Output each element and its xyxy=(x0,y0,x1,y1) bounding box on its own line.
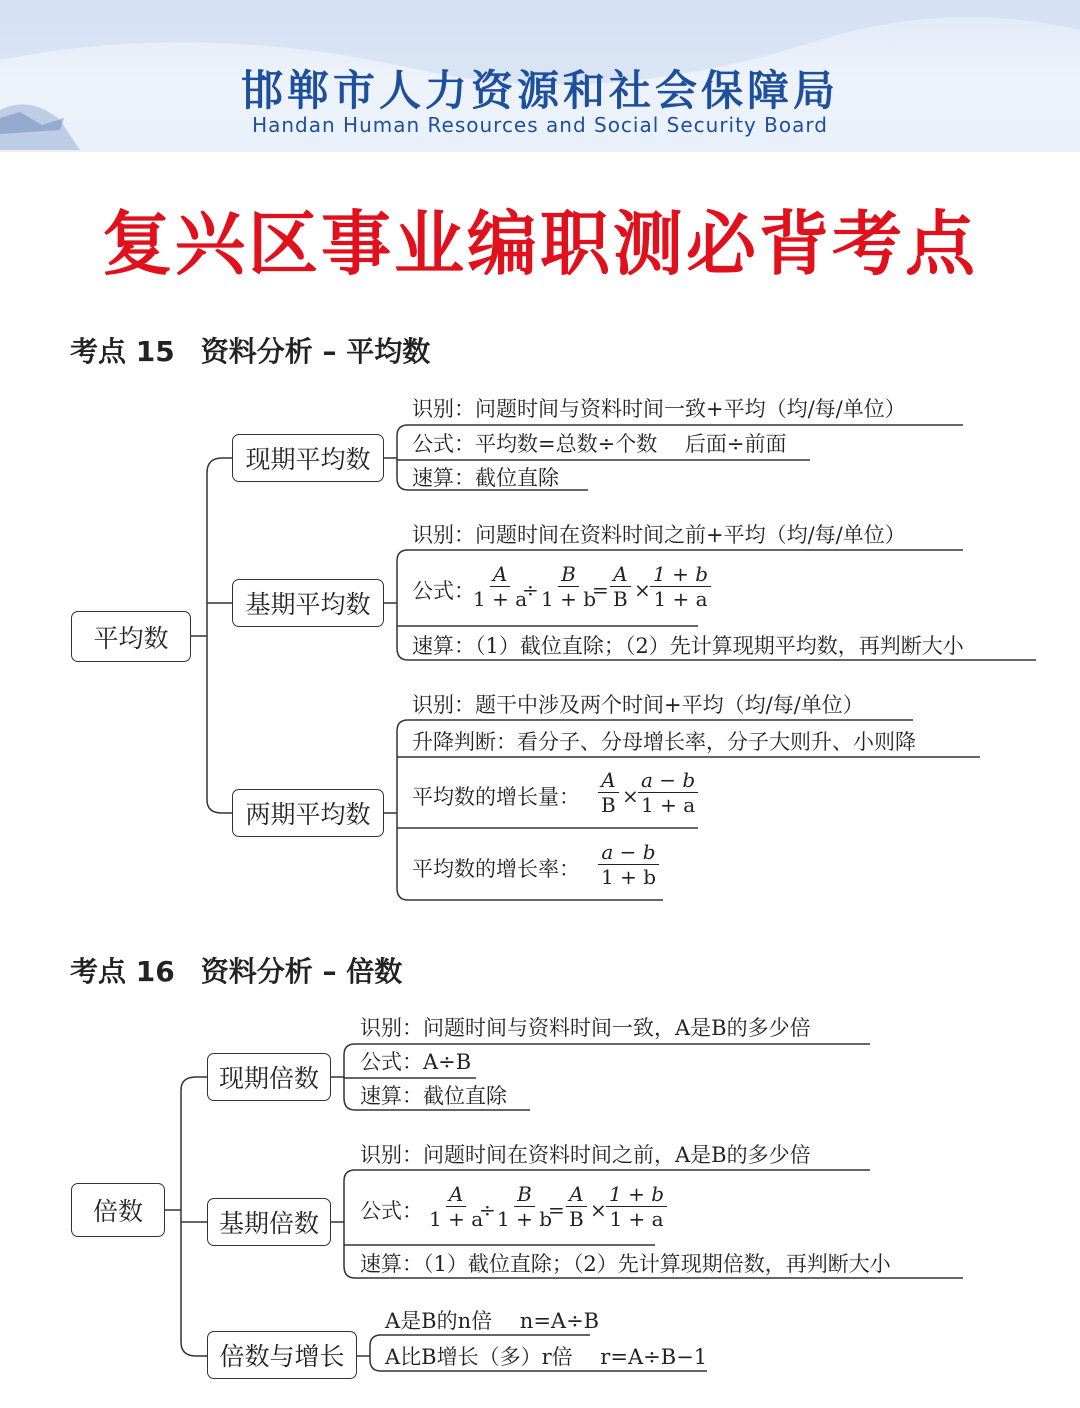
section-16-label: 考点 16 xyxy=(70,955,175,988)
fraction-denominator: 1 + a xyxy=(641,793,696,817)
leaf-text: 公式：平均数=总数÷个数 后面÷前面 xyxy=(412,432,787,456)
section-15-title: 资料分析 – 平均数 xyxy=(200,335,431,368)
fraction-numerator: A xyxy=(446,1182,466,1207)
fraction-denominator: B xyxy=(601,793,616,817)
fraction xyxy=(598,840,659,889)
leaf-text: 识别：问题时间与资料时间一致+平均（均/每/单位） xyxy=(412,397,906,421)
org-name-cn: 邯郸市人力资源和社会保障局 xyxy=(240,66,839,115)
fraction-denominator: B xyxy=(613,587,628,611)
fraction-numerator: A xyxy=(598,768,618,793)
fraction xyxy=(650,562,711,611)
leaf-text: 速算：截位直除 xyxy=(360,1084,507,1108)
fraction-numerator: B xyxy=(514,1182,535,1207)
branch-current-multiple: 现期倍数 xyxy=(207,1053,331,1101)
fraction-numerator: B xyxy=(558,562,579,587)
fraction-denominator: 1 + b xyxy=(497,1207,552,1231)
fraction xyxy=(638,768,698,817)
branch-current-average: 现期平均数 xyxy=(232,434,384,482)
formula-label: 公式： xyxy=(360,1199,423,1223)
formula-label: 平均数的增长率： xyxy=(412,857,580,881)
fraction-denominator: 1 + a xyxy=(473,587,528,611)
formula-label: 平均数的增长量： xyxy=(412,785,580,809)
fraction-denominator: 1 + b xyxy=(541,587,596,611)
operator: × xyxy=(634,578,651,602)
root-node-average: 平均数 xyxy=(71,611,191,662)
leaf-text: A是B的n倍 n=A÷B xyxy=(385,1309,600,1333)
branch-base-multiple: 基期倍数 xyxy=(207,1198,331,1246)
leaf-text: 速算：截位直除 xyxy=(412,466,559,490)
page-title: 复兴区事业编职测必背考点 xyxy=(102,203,978,285)
fraction xyxy=(538,562,599,611)
leaf-text: 识别：问题时间与资料时间一致，A是B的多少倍 xyxy=(360,1016,811,1040)
leaf-text: 识别：题干中涉及两个时间+平均（均/每/单位） xyxy=(412,693,864,717)
org-name-en: Handan Human Resources and Social Security Board xyxy=(252,113,828,137)
section-15-label: 考点 15 xyxy=(70,335,175,368)
leaf-text: 公式：A÷B xyxy=(360,1050,472,1074)
fraction xyxy=(598,768,619,817)
fraction-numerator: A xyxy=(610,562,630,587)
leaf-text: 识别：问题时间在资料时间之前+平均（均/每/单位） xyxy=(412,523,906,547)
branch-two-period-average: 两期平均数 xyxy=(232,789,384,837)
fraction xyxy=(606,1182,667,1231)
operator: = xyxy=(592,578,609,602)
operator: × xyxy=(622,784,639,808)
formula-label: 公式： xyxy=(412,579,475,603)
operator: × xyxy=(590,1198,607,1222)
fraction-numerator: 1 + b xyxy=(606,1182,667,1207)
leaf-text: 升降判断：看分子、分母增长率，分子大则升、小则降 xyxy=(412,730,916,754)
fraction-denominator: 1 + a xyxy=(429,1207,484,1231)
leaf-text: 识别：问题时间在资料时间之前，A是B的多少倍 xyxy=(360,1143,811,1167)
leaf-text: 速算：（1）截位直除；（2）先计算现期平均数，再判断大小 xyxy=(412,634,964,658)
fraction xyxy=(566,1182,587,1231)
fraction xyxy=(610,562,631,611)
fraction-numerator: a − b xyxy=(638,768,698,793)
branch-base-average: 基期平均数 xyxy=(232,579,384,627)
leaf-text: 速算：（1）截位直除；（2）先计算现期倍数，再判断大小 xyxy=(360,1252,891,1276)
fraction-numerator: A xyxy=(490,562,510,587)
fraction-numerator: a − b xyxy=(598,840,658,865)
fraction-denominator: 1 + a xyxy=(653,587,708,611)
fraction-numerator: 1 + b xyxy=(650,562,711,587)
root-node-multiple: 倍数 xyxy=(71,1183,165,1237)
fraction xyxy=(426,1182,486,1231)
fraction-denominator: B xyxy=(569,1207,584,1231)
fraction-numerator: A xyxy=(566,1182,586,1207)
fraction-denominator: 1 + a xyxy=(609,1207,664,1231)
leaf-text: A比B增长（多）r倍 r=A÷B−1 xyxy=(385,1345,708,1369)
fraction-denominator: 1 + b xyxy=(601,865,656,889)
section-16-title: 资料分析 – 倍数 xyxy=(200,955,403,988)
fraction xyxy=(494,1182,555,1231)
branch-multiple-growth: 倍数与增长 xyxy=(207,1331,357,1379)
operator: = xyxy=(548,1198,565,1222)
operator: ÷ xyxy=(479,1198,496,1222)
operator: ÷ xyxy=(522,578,539,602)
